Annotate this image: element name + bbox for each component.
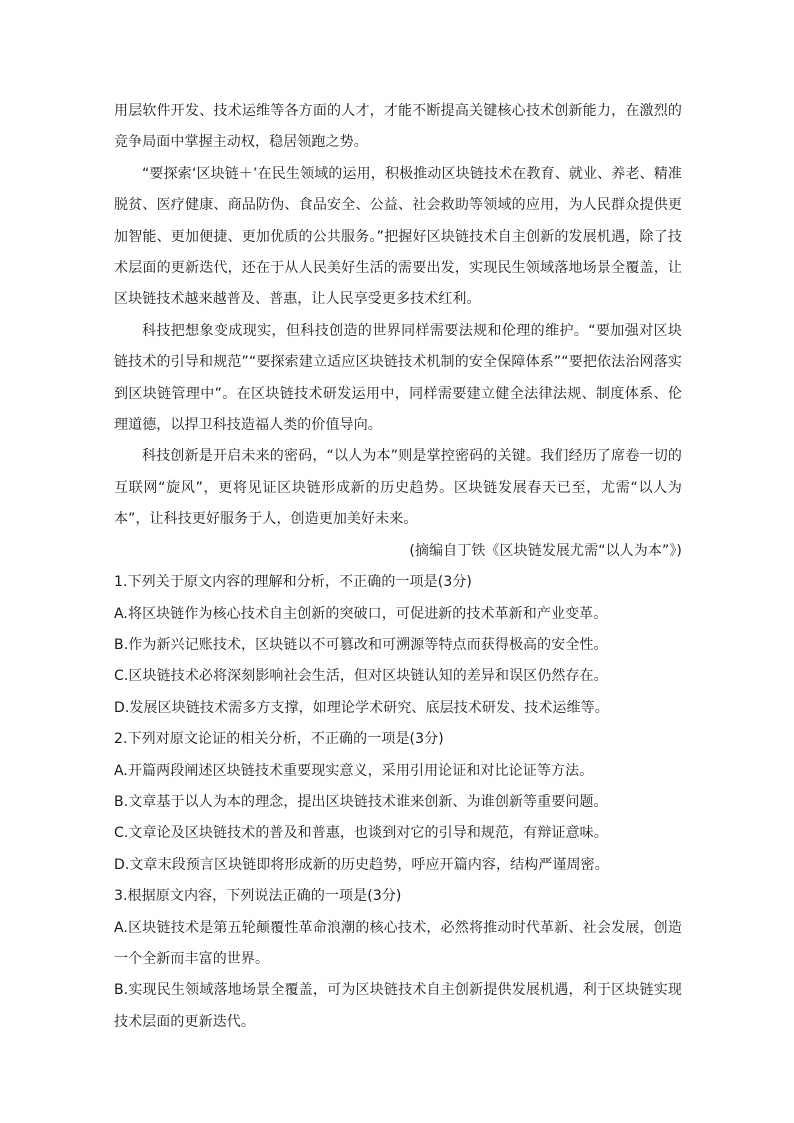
question-2-option-b: B.文章基于以人为本的理念，提出区块链技术谁来创新、为谁创新等重要问题。 <box>114 793 608 810</box>
question-1-option-d: D.发展区块链技术需多方支撑，如理论学术研究、底层技术研发、技术运维等。 <box>114 699 609 716</box>
question-2-option-d: D.文章末段预言区块链即将形成新的历史趋势，呼应开篇内容，结构严谨周密。 <box>114 856 609 873</box>
question-3-option-a: A.区块链技术是第五轮颠覆性革命浪潮的核心技术，必然将推动时代革新、社会发展，创造一个全新而丰富的世界。 <box>114 919 682 967</box>
article-paragraph-1: 用层软件开发、技术运维等各方面的人才，才能不断提高关键核心技术创新能力，在激烈的竞争局面中掌握主动权，稳居领跑之势。 <box>114 103 682 151</box>
question-3-option-b: B.实现民生领域落地场景全覆盖，可为区块链技术自主创新提供发展机遇，利于区块链实现技术层面的更新迭代。 <box>114 982 682 1030</box>
article-paragraph-4: 科技创新是开启未来的密码，“以人为本”则是掌控密码的关键。我们经历了席卷一切的互联网“旋风”，更将见证区块链形成新的历史趋势。区块链发展春天已至，尤需“以人为本”，让科技更好服务于人，创造更加美好未来。 <box>114 448 682 528</box>
article-paragraph-2: “要探索‘区块链＋’在民生领域的运用，积极推动区块链技术在教育、就业、养老、精准脱贫、医疗健康、商品防伪、食品安全、公益、社会救助等领域的应用，为人民群众提供更加智能、更加便捷、更加优质的公共服务。”把握好区块链技术自主创新的发展机遇，除了技术层面的更新迭代，还在于从人民美好生活的需要出发，实现民生领域落地场景全覆盖，让区块链技术越来越普及、普惠，让人民享受更多技术红利。 <box>114 165 682 308</box>
question-2-option-a: A.开篇两段阐述区块链技术重要现实意义，采用引用论证和对比论证等方法。 <box>114 762 594 779</box>
question-1-stem: 1.下列关于原文内容的理解和分析，不正确的一项是(3分) <box>114 574 472 591</box>
document-page <box>114 96 682 1038</box>
question-1-option-b: B.作为新兴记账技术，区块链以不可篡改和可溯源等特点而获得极高的安全性。 <box>114 636 608 653</box>
question-2-stem: 2.下列对原文论证的相关分析，不正确的一项是(3分) <box>114 731 444 748</box>
question-2-option-c: C.文章论及区块链技术的普及和普惠，也谈到对它的引导和规范，有辩证意味。 <box>114 825 608 842</box>
article-source: (摘编自丁铁《区块链发展尤需“以人为本”》) <box>409 542 682 559</box>
question-1-option-c: C.区块链技术必将深刻影响社会生活，但对区块链认知的差异和误区仍然存在。 <box>114 668 608 685</box>
question-1-option-a: A.将区块链作为核心技术自主创新的突破口，可促进新的技术革新和产业变革。 <box>114 605 608 622</box>
question-3-stem: 3.根据原文内容，下列说法正确的一项是(3分) <box>114 888 402 905</box>
article-paragraph-3: 科技把想象变成现实，但科技创造的世界同样需要法规和伦理的维护。“要加强对区块链技术的引导和规范”“要探索建立适应区块链技术机制的安全保障体系”“要把依法治网落实到区块链管理中”。在区块链技术研发运用中，同样需要建立健全法律法规、制度体系、伦理道德，以捍卫科技造福人类的价值导向。 <box>114 322 682 434</box>
